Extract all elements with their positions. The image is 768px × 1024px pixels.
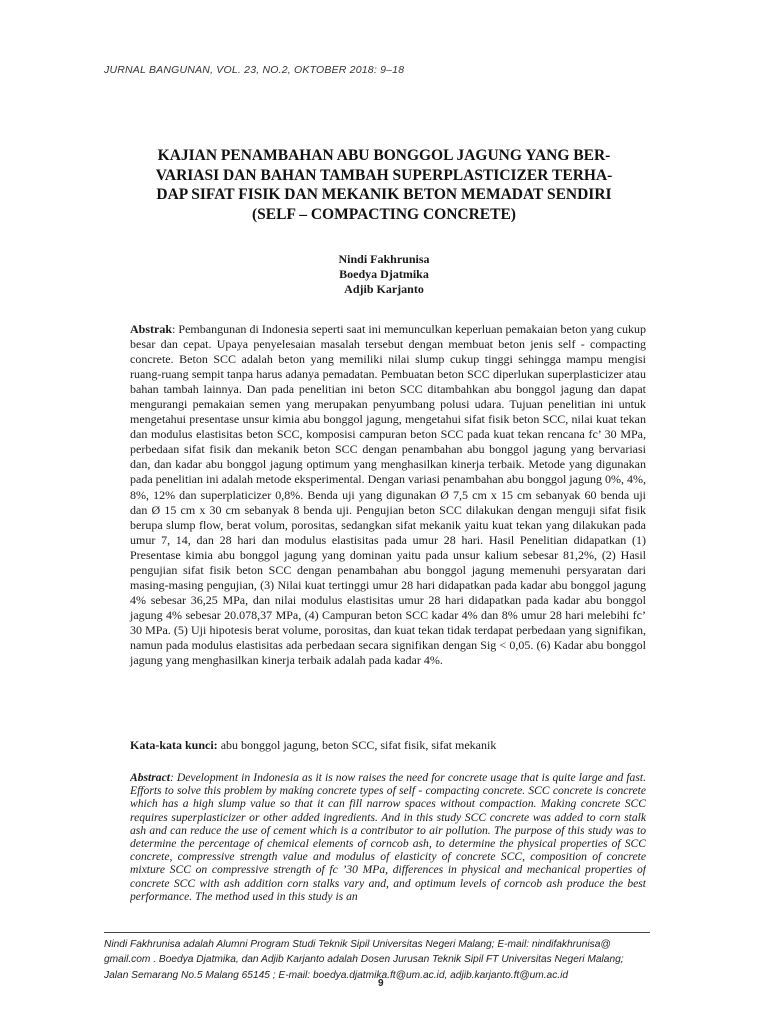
paper-title [118, 146, 650, 224]
abstrak-paragraph [130, 322, 646, 668]
journal-header: JURNAL BANGUNAN, VOL. 23, NO.2, OKTOBER 2018: 9–18 [104, 64, 405, 76]
footnote-line: Nindi Fakhrunisa adalah Alumni Program Studi Teknik Sipil Universitas Negeri Malang; E-mail: nindifakhrunisa@ [104, 939, 611, 950]
footnote-divider [104, 932, 650, 933]
page-number: 9 [378, 978, 384, 989]
keywords-label: Kata-kata kunci: [130, 738, 218, 752]
title-line: DAP SIFAT FISIK DAN MEKANIK BETON MEMADAT SENDIRI [156, 186, 612, 203]
footnote-line: gmail.com . Boedya Djatmika, dan Adjib Karjanto adalah Dosen Jurusan Teknik Sipil FT Universitas Negeri Malang; [104, 954, 624, 966]
keywords-line [130, 738, 646, 753]
abstract-en-paragraph [130, 771, 646, 923]
author-footnote [104, 937, 674, 983]
title-line: VARIASI DAN BAHAN TAMBAH SUPERPLASTICIZER TERHA- [155, 166, 613, 184]
author-list [118, 252, 650, 297]
author-name: Nindi Fakhrunisa [338, 252, 430, 266]
keywords-text: abu bonggol jagung, beton SCC, sifat fisik, sifat mekanik [217, 738, 497, 752]
abstract-en-label: Abstract [130, 771, 170, 784]
title-line: KAJIAN PENAMBAHAN ABU BONGGOL JAGUNG YANG BER- [157, 147, 611, 164]
footnote-line: Jalan Semarang No.5 Malang 65145 ; E-mail: boedya.djatmika.ft@um.ac.id, adjib.karjanto.ft@um.ac.id [104, 969, 569, 981]
abstrak-text: : Pembangunan di Indonesia seperti saat ini memunculkan keperluan pemakaian beton yang cukup besar dan cepat. Upaya penyelesaian masalah tersebut dengan membuat beton jenis self - compacting concrete. Beton SCC adalah beton yang memiliki nilai slump cukup tinggi sehingga mampu mengisi ruang-ruang sempit tanpa harus adanya pemadatan. Pembuatan beton SCC diperlukan superplasticizer atau bahan tambah lainnya. Dan pada penelitian ini beton SCC ditambahkan abu bonggol jagung dan dapat mengurangi pemakaian semen yang merupakan penyumbang polusi udara. Tujuan penelitian ini untuk mengetahui presentase unsur kimia abu bonggol jagung, mengetahui sifat fisik beton SCC, nilai kuat tekan dan modulus elastisitas beton SCC, komposisi campuran beton SCC pada kuat tekan rencana fc’ 30 MPa, perbedaan sifat fisik dan mekanik beton SCC dengan penambahan abu bonggol jagung yang bervariasi dan, dan kadar abu bonggol jagung optimum yang menghasilkan kinerja terbaik. Metode yang digunakan pada penelitian ini adalah metode eksperimental. Dengan variasi penambahan abu bonggol jagung 0%, 4%, 8%, 12% dan superplaticizer 0,8%. Benda uji yang digunakan Ø 7,5 cm x 15 cm sebanyak 60 benda uji dan Ø 15 cm x 30 cm sebanyak 8 benda uji. Pengujian beton SCC dilakukan dengan menguji sifat fisik berupa slump flow, berat volum, porositas, sedangkan sifat mekanik yaitu kuat tekan yang dilakukan pada umur 7, 14, dan 28 hari dan modulus elastisitas pada umur 28 hari. Hasil Penelitian didapatkan (1) Presentase kimia abu bonggol jagung yang dominan yaitu pada unsur kalium sebesar 81,2%, (2) Hasil pengujian sifat fisik beton SCC dengan penambahan abu bonggol jagung memenuhi persyaratan dari masing-masing pengujian, (3) Nilai kuat tertinggi umur 28 hari didapatkan pada kadar abu bonggol jagung 4% sebesar 36,25 MPa, dan nilai modulus elastisitas umur 28 hari didapatkan pada kadar abu bonggol jagung 4% sebesar 20.078,37 MPa, (4) Campuran beton SCC kadar 4% dan 8% umur 28 hari melebihi fc’ 30 MPa. (5) Uji hipotesis berat volume, porositas, dan kuat tekan tidak terdapat perbedaan yang signifikan, namun pada modulus elastisitas ada perbedaan secara signifikan dengan Sig < 0,05. (6) Kadar abu bonggol jagung yang menghasilkan kinerja terbaik adalah pada kadar 4%. [130, 322, 646, 668]
author-name: Adjib Karjanto [344, 282, 424, 296]
title-line: (SELF – COMPACTING CONCRETE) [252, 205, 516, 223]
abstrak-label: Abstrak [130, 322, 173, 336]
abstract-en-text: : Development in Indonesia as it is now raises the need for concrete usage that is quite large and fast. Efforts to solve this problem by making concrete types of self - compacting concrete. SCC concrete is concrete which has a high slump value so that it can fill narrow spaces without compaction. Making concrete SCC requires superplasticizer or other added ingredients. And in this study SCC concrete was added to corn stalk ash and can reduce the use of cement which is a contributor to air pollution. The purpose of this study was to determine the percentage of chemical elements of corncob ash, to determine the physical properties of SCC concrete, compressive strength value and modulus of elasticity of concrete SCC, composition of concrete mixture SCC on compressive strength of fc ’30 MPa, differences in physical and mechanical properties of concrete SCC with ash addition corn stalks vary and, and optimum levels of corncob ash produce the best performance. The method used in this study is an [130, 771, 646, 903]
author-name: Boedya Djatmika [339, 267, 429, 281]
